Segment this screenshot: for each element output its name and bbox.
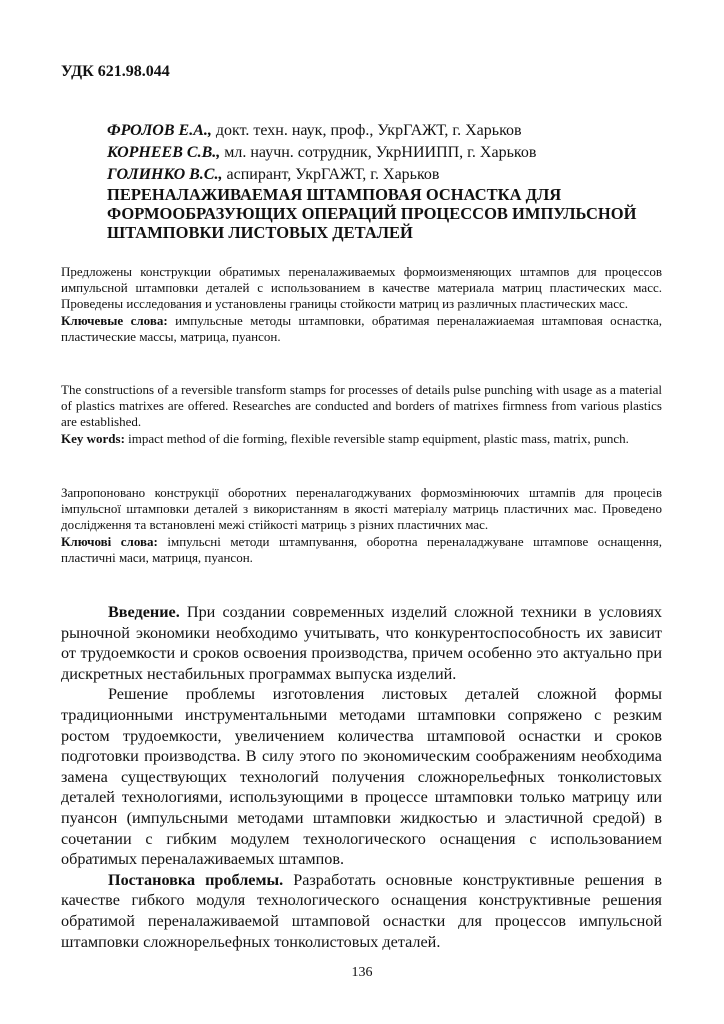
problem-paragraph <box>61 870 662 952</box>
author-line <box>107 164 536 186</box>
author-name: ФРОЛОВ Е.А., <box>107 122 212 139</box>
keywords-line <box>61 313 662 345</box>
keywords-line <box>61 534 662 566</box>
author-affiliation: докт. техн. наук, проф., УкрГАЖТ, г. Харьков <box>211 122 522 139</box>
keywords-label: Key words: <box>61 430 125 446</box>
keywords-text: impact method of die forming, flexible reversible stamp equipment, plastic mass, matrix, punch. <box>124 430 629 446</box>
author-name: КОРНЕЕВ С.В., <box>107 144 221 161</box>
keywords-text: імпульсні методи штампування, оборотна переналаджуване штампове оснащення, пластичні маси, матриця, пуансон. <box>61 533 662 565</box>
title-line: ПЕРЕНАЛАЖИВАЕМАЯ ШТАМПОВАЯ ОСНАСТКА ДЛЯ <box>107 185 562 204</box>
section-heading-problem: Постановка проблемы. <box>108 870 284 889</box>
section-heading-intro: Введение. <box>108 603 180 621</box>
problem-text: Разработать основные конструктивные решения в качестве гибкого модуля технологического оснащения конструктивные решения обратимой переналаживаемой штамповой оснастки для процессов импульсной штамповки сложнорельефных тонколистовых деталей. <box>61 870 662 951</box>
keywords-label: Ключові слова: <box>61 533 158 549</box>
intro-text: При создании современных изделий сложной техники в условиях рыночной экономики необходимо учитывать, что конкурентоспособность их зависит от трудоемкости и сроков освоения производства, причем особенно это актуально при дискретных нестабильных программах выпуска изделий. <box>61 603 662 683</box>
intro-paragraph <box>61 602 662 684</box>
abstract-ukrainian <box>61 485 662 566</box>
author-affiliation: мл. научн. сотрудник, УкрНИИПП, г. Харьков <box>220 144 537 161</box>
authors-block <box>107 120 536 186</box>
keywords-text: импульсные методы штамповки, обратимая переналажиаемая штамповая оснастка, пластические массы, матрица, пуансон. <box>61 312 662 344</box>
page-number: 136 <box>351 965 373 980</box>
keywords-line <box>61 431 662 447</box>
title-line: ШТАМПОВКИ ЛИСТОВЫХ ДЕТАЛЕЙ <box>107 223 413 242</box>
author-name: ГОЛИНКО В.С., <box>107 166 223 183</box>
body-paragraph: Решение проблемы изготовления листовых деталей сложной формы традиционными инструментальными методами штамповки сопряжено с резким ростом трудоемкости, увеличением количества штамповой оснастки и сроков подготовки производства. В силу этого по экономическим соображениям необходима замена существующих технологий получения сложнорельефных тонколистовых деталей технологиями, использующими в процессе штамповки только матрицу или пуансон (импульсными методами штамповки жидкостью и эластичной средой) в сочетании с гибким модулем технологического оснащения с использованием обратимых переналаживаемых штампов. <box>61 685 662 869</box>
paper-title <box>107 185 707 242</box>
abstract-english <box>61 382 662 447</box>
abstract-russian <box>61 264 662 345</box>
abstract-text: Предложены конструкции обратимых переналаживаемых формоизменяющих штампов для процессов импульсной штамповки деталей с использованием в качестве материала матриц пластических масс. Проведены исследования и установлены границы стойкости матриц из различных пластических масс. <box>61 264 662 312</box>
main-body <box>61 602 662 952</box>
abstract-text: The constructions of a reversible transform stamps for processes of details pulse punching with usage as a material of plastics matrixes are offered. Researches are conducted and borders of matrixes firmness from various plastics are established. <box>61 382 662 430</box>
title-line: ФОРМООБРАЗУЮЩИХ ОПЕРАЦИЙ ПРОЦЕССОВ ИМПУЛЬСНОЙ <box>107 204 637 223</box>
udk-code: УДК 621.98.044 <box>61 63 170 80</box>
author-line <box>107 142 536 164</box>
author-affiliation: аспирант, УкрГАЖТ, г. Харьков <box>222 166 440 183</box>
author-line <box>107 120 536 142</box>
abstract-text: Запропоновано конструкції оборотних переналагоджуваних формозмінюючих штампів для процесів імпульсної штамповки деталей з використанням в якості матеріалу матриць пластичних мас. Проведено дослідження та встановлені межі стійкості матриць з різних пластичних мас. <box>61 485 662 533</box>
keywords-label: Ключевые слова: <box>61 312 168 328</box>
